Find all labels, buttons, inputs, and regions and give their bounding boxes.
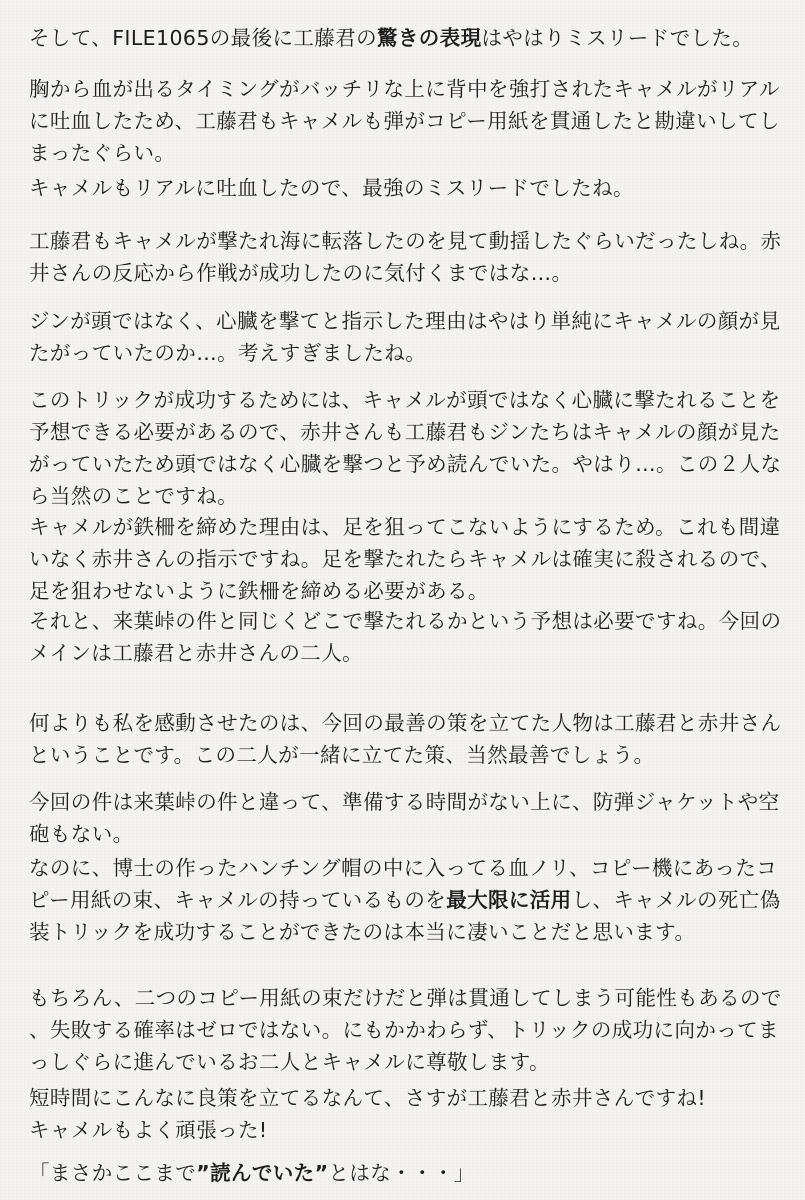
text-segment: なのに、博士の作ったハンチング帽の中に入ってる血ノリ、コピー機にあったコピー用紙の束、キャメルの持っているものを: [29, 856, 778, 912]
paragraph-raiha-pass: それと、来葉峠の件と同じくどこで撃たれるかという予想は必要ですね。今回のメインは工藤君と赤井さんの二人。: [29, 609, 782, 665]
paragraph-trick-prediction: このトリックが成功するためには、キャメルが頭ではなく心臓に撃たれることを予想できる必要があるので、赤井さんも工藤君もジンたちはキャメルの顔が見たがっていたため頭ではなく心臓を撃つと予め読んでいた。やはり…。この２人なら当然のことですね。: [29, 388, 782, 508]
text-segment: し、キャメルの死亡偽装トリックを成功することができたのは本当に凄いことだと思います。: [29, 888, 781, 944]
paragraph-strongest-misdirection: キャメルもリアルに吐血したので、最強のミスリードでしたね。: [29, 176, 634, 200]
paragraph-moved: 何よりも私を感動させたのは、今回の最善の策を立てた人物は工藤君と赤井さんということです。この二人が一緒に立てた策、当然最善でしょう。: [29, 711, 782, 767]
text-segment: とはな・・・」: [328, 1161, 475, 1185]
paragraph-blood-timing: 胸から血が出るタイミングがバッチリな上に背中を強打されたキャメルがリアルに吐血したため、工藤君もキャメルも弾がコピー用紙を貫通したと勘違いしてしまったぐらい。: [29, 77, 780, 165]
praise-line-1: 短時間にこんなに良策を立てるなんて、さすが工藤君と赤井さんですね!: [29, 1086, 707, 1110]
bold-text-read-ahead: ”読んでいた”: [196, 1161, 329, 1185]
bold-text-max-use: 最大限に活用: [446, 888, 572, 912]
paragraph-risk: もちろん、二つのコピー用紙の束だけだと弾は貫通してしまう可能性もあるので、失敗する確率はゼロではない。にもかかわらず、トリックの成功に向かってまっしぐらに進んでいるお二人とキャメルに尊敬します。: [29, 986, 782, 1074]
paragraph-resourcefulness: [29, 852, 785, 948]
paragraph-kudo-shaken: 工藤君もキャメルが撃たれ海に転落したのを見て動揺したぐらいだったしね。赤井さんの反応から作戦が成功したのに気付くまではな…。: [29, 229, 782, 285]
praise-line-2: キャメルもよく頑張った!: [29, 1118, 268, 1142]
paragraph-praise: [29, 1082, 785, 1146]
text-segment: 「まさかここまで: [29, 1161, 197, 1185]
text-segment: はやはりミスリードでした。: [481, 26, 754, 50]
paragraph-closing-quote: [29, 1157, 785, 1189]
paragraph-misdirection-intro: [29, 22, 785, 54]
paragraph-gin-reason: ジンが頭ではなく、心臓を撃てと指示した理由はやはり単純にキャメルの顔が見たがっていたのか…。考えすぎましたね。: [29, 309, 781, 365]
paragraph-iron-fence: キャメルが鉄柵を締めた理由は、足を狙ってこないようにするため。これも間違いなく赤井さんの指示ですね。足を撃たれたらキャメルは確実に殺されるので、足を狙わせないように鉄柵を締める必要がある。: [29, 515, 781, 603]
paragraph-no-preparation: 今回の件は来葉峠の件と違って、準備する時間がない上に、防弾ジャケットや空砲もない。: [29, 790, 780, 846]
bold-text-surprise-expression: 驚きの表現: [376, 26, 482, 50]
text-segment: そして、FILE1065の最後に工藤君の: [29, 26, 377, 50]
